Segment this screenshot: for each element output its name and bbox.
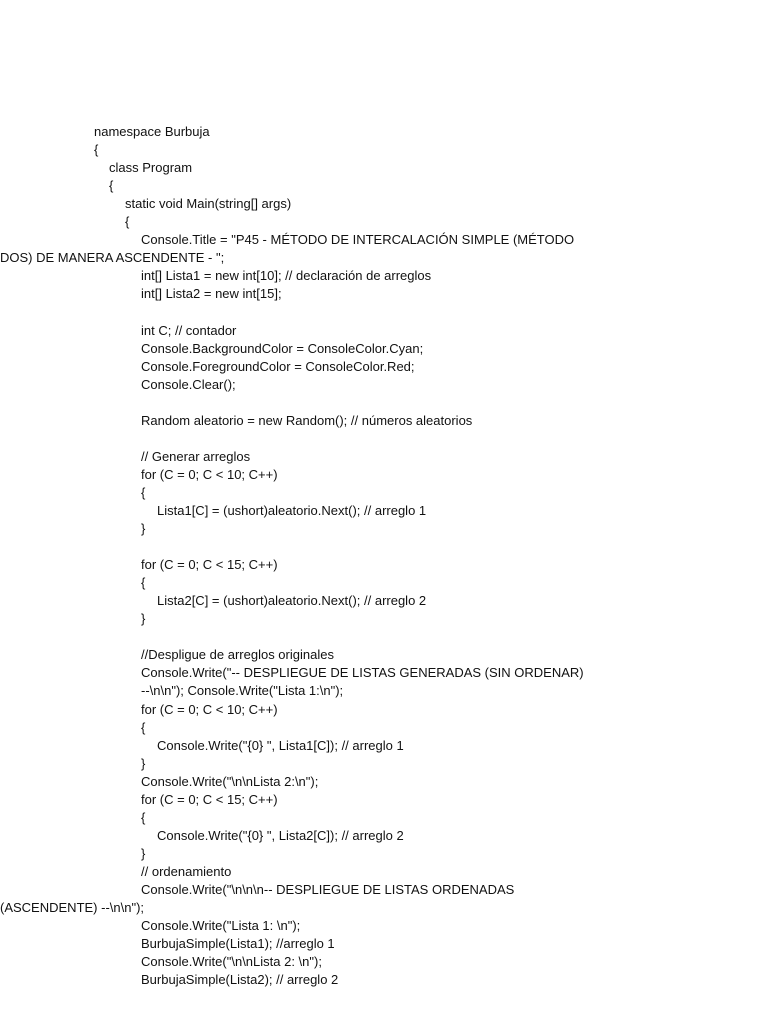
code-line: int C; // contador xyxy=(141,322,237,338)
code-line: Console.Clear(); xyxy=(141,376,236,392)
code-line: for (C = 0; C < 10; C++) xyxy=(141,701,278,717)
code-line: class Program xyxy=(109,160,193,176)
code-line: { xyxy=(141,575,146,591)
code-line: Console.Write("\n\nLista 2:\n"); xyxy=(141,773,319,789)
code-line-wrapped: (ASCENDENTE) --\n\n"); xyxy=(0,900,145,916)
code-line: --\n\n"); Console.Write("Lista 1:\n"); xyxy=(141,683,344,699)
code-line: Console.Write("{0} ", Lista1[C]); // arreglo 1 xyxy=(157,737,404,753)
code-line-blank xyxy=(94,538,744,556)
code-line-blank xyxy=(94,303,744,321)
code-line: Random aleatorio = new Random(); // números aleatorios xyxy=(141,412,473,428)
code-line: { xyxy=(141,719,146,735)
code-line: { xyxy=(109,178,114,194)
code-line: { xyxy=(141,809,146,825)
code-line: } xyxy=(141,755,146,771)
code-block xyxy=(0,123,744,989)
code-line: Console.BackgroundColor = ConsoleColor.Cyan; xyxy=(141,340,424,356)
code-line: for (C = 0; C < 15; C++) xyxy=(141,557,278,573)
code-line: BurbujaSimple(Lista2); // arreglo 2 xyxy=(141,972,339,988)
code-line: BurbujaSimple(Lista1); //arreglo 1 xyxy=(141,936,335,952)
code-line: // Generar arreglos xyxy=(141,448,251,464)
code-line: Console.Title = "P45 - MÉTODO DE INTERCALACIÓN SIMPLE (MÉTODO xyxy=(141,232,575,248)
code-line: Console.ForegroundColor = ConsoleColor.Red; xyxy=(141,358,415,374)
code-line-blank xyxy=(94,430,744,448)
code-line-blank xyxy=(94,628,744,646)
code-line-blank xyxy=(94,394,744,412)
code-line: Console.Write("\n\n\n-- DESPLIEGUE DE LISTAS ORDENADAS xyxy=(141,881,515,897)
code-line: for (C = 0; C < 15; C++) xyxy=(141,791,278,807)
code-line: // ordenamiento xyxy=(141,863,232,879)
code-line: Console.Write("{0} ", Lista2[C]); // arreglo 2 xyxy=(157,827,404,843)
code-line: Lista2[C] = (ushort)aleatorio.Next(); // arreglo 2 xyxy=(157,593,427,609)
code-line: Console.Write("-- DESPLIEGUE DE LISTAS GENERADAS (SIN ORDENAR) xyxy=(141,665,584,681)
code-line: { xyxy=(94,142,99,158)
code-line: } xyxy=(141,521,146,537)
code-line: { xyxy=(141,484,146,500)
code-line: namespace Burbuja xyxy=(94,124,210,139)
code-line: for (C = 0; C < 10; C++) xyxy=(141,466,278,482)
code-line: } xyxy=(141,845,146,861)
code-line-wrapped: DOS) DE MANERA ASCENDENTE - "; xyxy=(0,250,225,266)
code-line: Console.Write("\n\nLista 2: \n"); xyxy=(141,954,322,970)
code-line: { xyxy=(125,214,130,230)
code-line: Console.Write("Lista 1: \n"); xyxy=(141,918,301,934)
code-line: } xyxy=(141,611,146,627)
code-line: Lista1[C] = (ushort)aleatorio.Next(); // arreglo 1 xyxy=(157,502,427,518)
code-line: //Despligue de arreglos originales xyxy=(141,647,334,663)
code-line: int[] Lista2 = new int[15]; xyxy=(141,286,282,302)
code-line: int[] Lista1 = new int[10]; // declaración de arreglos xyxy=(141,268,432,284)
code-line: static void Main(string[] args) xyxy=(125,196,292,212)
